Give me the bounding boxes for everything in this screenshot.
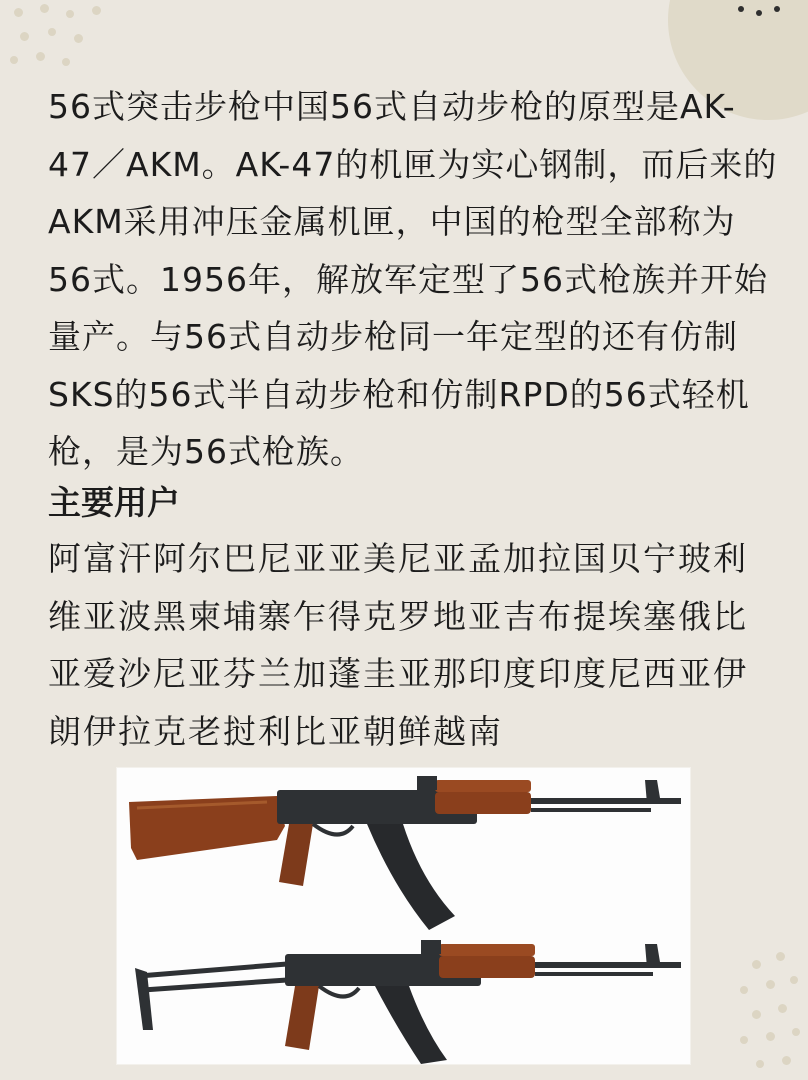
section-heading: 主要用户	[48, 483, 180, 522]
rifles-photo	[116, 767, 691, 1065]
intro-paragraph: 56式突击步枪中国56式自动步枪的原型是AK-47／AKM。AK-47的机匣为实心钢制，而后来的AKM采用冲压金属机匣，中国的枪型全部称为56式。1956年，解放军定型了56式枪族并开始量产。与56式自动步枪同一年定型的还有仿制SKS的56式半自动步枪和仿制RPD的56式轻机枪，是为56式枪族。	[48, 87, 778, 471]
rifle-folding-stock	[135, 940, 681, 1064]
users-list: 阿富汗阿尔巴尼亚亚美尼亚孟加拉国贝宁玻利维亚波黑柬埔寨乍得克罗地亚吉布提埃塞俄比亚爱沙尼亚芬兰加蓬圭亚那印度印度尼西亚伊朗伊拉克老挝利比亚朝鲜越南	[48, 539, 748, 751]
rifle-wooden-stock	[129, 776, 681, 930]
